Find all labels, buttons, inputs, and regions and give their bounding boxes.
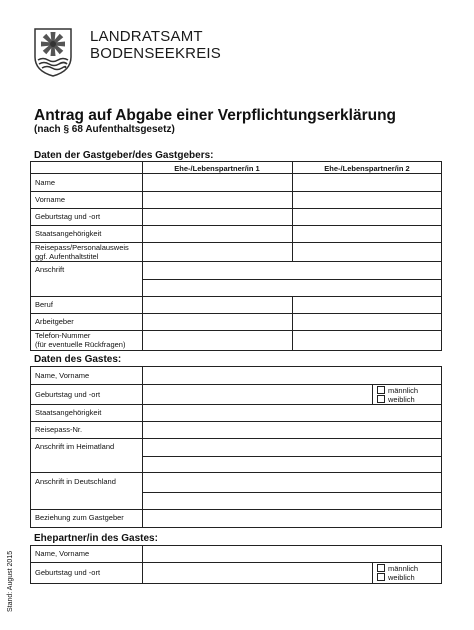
document-subtitle: (nach § 68 Aufenthaltsgesetz): [34, 124, 175, 135]
host-section-heading: Daten der Gastgeber/des Gastgebers:: [34, 150, 214, 161]
host-phone-label: [35, 332, 125, 349]
host-row-phone[interactable]: [31, 331, 441, 350]
organization-name: [90, 28, 221, 62]
host-row-nationality[interactable]: [31, 226, 441, 243]
host-row-address[interactable]: [31, 262, 441, 297]
host-data-table: [30, 161, 442, 351]
document-title: Antrag auf Abgabe einer Verpflichtungserklärung: [34, 107, 397, 124]
host-phone-label-line-1: Telefon-Nummer: [35, 331, 91, 340]
host-row-name[interactable]: [31, 174, 441, 192]
host-row-birth[interactable]: [31, 209, 441, 226]
guest-relation-label: Beziehung zum Gastgeber: [35, 513, 124, 522]
guest-birth-label: Geburtstag und -ort: [35, 390, 101, 399]
guest-section-heading: Daten des Gastes:: [34, 354, 122, 365]
host-address-label: Anschrift: [35, 265, 65, 274]
spouse-row-name[interactable]: [31, 546, 441, 563]
guest-row-passport[interactable]: [31, 422, 441, 439]
spouse-birth-label: Geburtstag und -ort: [35, 568, 101, 577]
guest-row-relation[interactable]: [31, 510, 441, 527]
host-passport-label-line-2: ggf. Aufenthaltstitel: [35, 251, 99, 261]
guest-female-label: weiblich: [388, 395, 415, 404]
partner-1-column-header: Ehe-/Lebenspartner/in 1: [174, 164, 260, 173]
guest-home-address-label: Anschrift im Heimatland: [35, 442, 115, 451]
guest-row-nationality[interactable]: [31, 405, 441, 422]
guest-spouse-section-heading: Ehepartner/in des Gastes:: [34, 533, 158, 544]
guest-german-address-label: Anschrift in Deutschland: [35, 477, 116, 486]
spouse-male-label: männlich: [388, 564, 419, 573]
guest-passport-label: Reisepass-Nr.: [35, 425, 83, 434]
host-phone-label-line-2: (für eventuelle Rückfragen): [35, 339, 126, 349]
host-birth-label: Geburtstag und -ort: [35, 212, 101, 221]
guest-spouse-table: [30, 545, 442, 584]
host-passport-label: [35, 244, 129, 261]
checkbox-icon: [377, 386, 385, 394]
guest-row-home-address[interactable]: [31, 439, 441, 473]
host-row-employer[interactable]: [31, 314, 441, 331]
spouse-name-label: Name, Vorname: [35, 549, 90, 558]
host-row-profession[interactable]: [31, 297, 441, 314]
org-line-1: LANDRATSAMT: [90, 28, 203, 45]
guest-name-label: Name, Vorname: [35, 371, 90, 380]
host-first-name-label: Vorname: [35, 195, 66, 204]
spouse-gender-female-checkbox[interactable]: [377, 573, 415, 583]
host-row-first-name[interactable]: [31, 192, 441, 209]
guest-nationality-label: Staatsangehörigkeit: [35, 408, 102, 417]
spouse-female-label: weiblich: [388, 573, 415, 582]
org-line-2: BODENSEEKREIS: [90, 45, 221, 62]
guest-gender-female-checkbox[interactable]: [377, 395, 415, 405]
checkbox-icon: [377, 573, 385, 581]
guest-data-table: [30, 366, 442, 528]
guest-row-birth[interactable]: [31, 385, 441, 405]
checkbox-icon: [377, 564, 385, 572]
table-header-row: [31, 162, 441, 174]
guest-male-label: männlich: [388, 386, 419, 395]
host-employer-label: Arbeitgeber: [35, 317, 74, 326]
host-nationality-label: Staatsangehörigkeit: [35, 229, 102, 238]
checkbox-icon: [377, 395, 385, 403]
host-passport-label-line-1: Reisepass/Personalausweis: [35, 243, 129, 252]
host-profession-label: Beruf: [35, 300, 53, 309]
guest-row-name[interactable]: [31, 367, 441, 385]
district-coat-of-arms-logo: [33, 27, 73, 77]
partner-2-column-header: Ehe-/Lebenspartner/in 2: [324, 164, 410, 173]
host-row-passport[interactable]: [31, 243, 441, 262]
host-name-label: Name: [35, 178, 56, 187]
spouse-row-birth[interactable]: [31, 563, 441, 583]
guest-row-german-address[interactable]: [31, 473, 441, 510]
version-stamp: Stand: August 2015: [7, 550, 14, 612]
